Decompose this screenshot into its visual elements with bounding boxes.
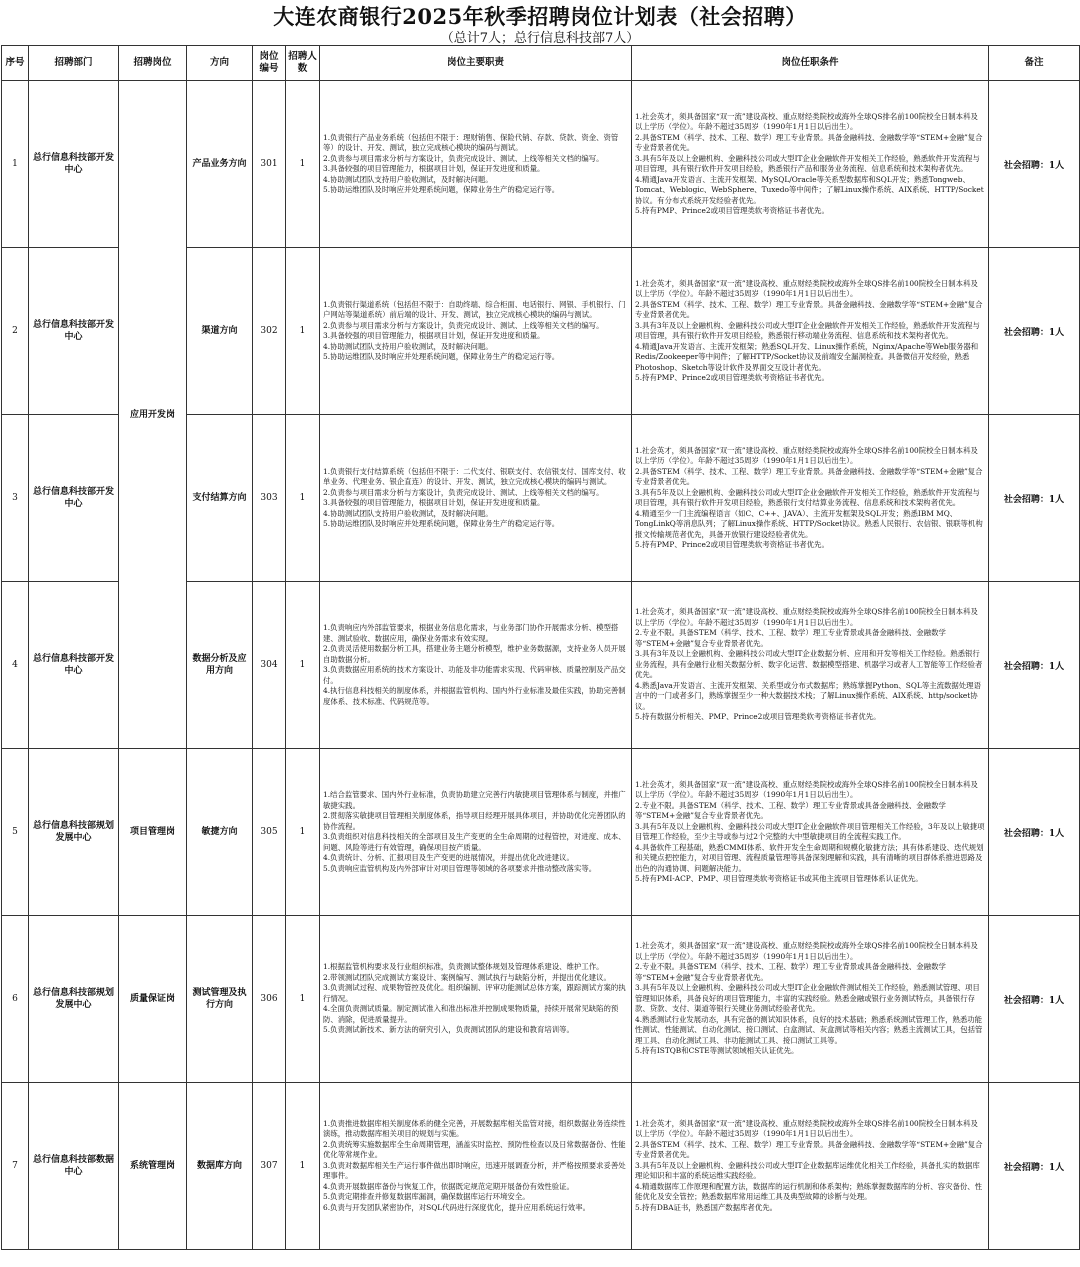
table-header-row: [2, 46, 1080, 81]
duty-item: 4.协助测试团队支持用户验收测试，及时解决问题。: [323, 341, 493, 351]
duty-item: 5.协助运维团队及时响应并处理系统问题，保障业务生产的稳定运行等。: [323, 352, 560, 361]
duty-item: 1.负责响应内外部监管要求，根据业务信息化需求，与业务部门协作开展需求分析、模型搭建、测试验收、数据应用，确保业务需求有效实现。: [323, 623, 619, 643]
cell-dept: 总行信息科技部数据中心: [29, 1083, 119, 1250]
cell-direction: 渠道方向: [187, 248, 253, 415]
duty-item: 1.负责推进数据库相关制度体系的健全完善，开展数据库相关监管对接，组织数据业务连续性演练，推动数据库相关项目的规划与实施。: [323, 1118, 626, 1139]
cell-seq: 4: [2, 582, 29, 749]
cell-post: 系统管理岗: [119, 1083, 187, 1250]
duty-item: 3.负责组织对信息科技相关的全部项目及生产变更的全生命周期的过程管控，对进度、成本、问题、风险等进行有效管理，确保项目按产质量。: [323, 832, 626, 852]
requirement-item: 1.社会英才，须具备国家“双一流”建设高校、重点财经类院校或海外全球QS排名前100院校全日制本科及以上学历（学位）。年龄不超过35周岁（1990年1月1日以后出生）。: [635, 779, 978, 799]
header-direction: 方向: [187, 46, 253, 81]
requirement-item: 2.具备STEM（科学、技术、工程、数学）理工专业背景。具备金融科技、金融数学等“STEM+金融”复合专业背景者优先。: [635, 466, 983, 486]
cell-duties: [320, 1083, 632, 1250]
table-row: [2, 916, 1080, 1083]
cell-requirements: [632, 1083, 989, 1250]
duty-item: 4.协助测试团队支持用户验收测试，及时解决问题。: [323, 174, 493, 184]
cell-code: 305: [253, 749, 286, 916]
duty-item: 2.负责参与项目需求分析与方案设计，负责完成设计、测试、上线等相关文档的编写。: [323, 487, 604, 497]
cell-duties: [320, 81, 632, 248]
requirement-item: 4.精通至少一门主流编程语言（如C、C++、JAVA）、主流开发框架及SQL开发；熟悉IBM MQ、TongLinkQ等消息队列；了解Linux操作系统、HTTP/Socket协议。熟悉人民银行、农信银、银联等机构报文传输规范者优先，具备开放银行建设经验者优先。: [635, 508, 983, 539]
cell-direction: 产品业务方向: [187, 81, 253, 248]
duty-item: 4.协助测试团队支持用户验收测试，及时解决问题。: [323, 508, 493, 518]
cell-seq: 7: [2, 1083, 29, 1250]
duty-item: 3.负责测试过程、成果物管控及优化。组织编制、评审功能测试总体方案，跟踪测试方案的执行情况。: [323, 983, 626, 1003]
duty-item: 6.负责与开发团队紧密协作，对SQL代码进行深度优化，提升应用系统运行效率。: [323, 1202, 590, 1212]
duty-item: 1.负责银行渠道系统（包括但不限于：自助终端、综合柜面、电话银行、网银、手机银行、门户网站等渠道系统）前后端的设计、开发、测试，独立完成核心模块的编码与测试。: [323, 299, 626, 319]
requirement-item: 3.具有5年及以上金融机构、金融科技公司或大型IT企业数据库运维优化相关工作经验，具备扎实的数据库理论知识和丰富的系统运维实践经验。: [635, 1160, 980, 1181]
duty-item: 4.负责开展数据库备份与恢复工作，依据既定规范定期开展备份有效性验证。: [323, 1181, 574, 1191]
duty-item: 5.协助运维团队及时响应并处理系统问题，保障业务生产的稳定运行等。: [323, 185, 560, 194]
cell-seq: 6: [2, 916, 29, 1083]
cell-dept: 总行信息科技部开发中心: [29, 582, 119, 749]
cell-dept: 总行信息科技部开发中心: [29, 81, 119, 248]
cell-duties: [320, 582, 632, 749]
header-note: 备注: [989, 46, 1080, 81]
document-title: 大连农商银行2025年秋季招聘岗位计划表（社会招聘）: [273, 4, 807, 29]
requirement-item: 4.具备软件工程基础，熟悉CMMI体系、软件开发全生命周期和规模化敏捷方法；具有体系建设、迭代规划和关键点把控能力，对项目管理、流程质量管理等具备深刻理解和实践，具有清晰的项目群体系推进思路及出色的沟通协调、问题解决能力。: [635, 842, 984, 873]
cell-requirements: [632, 916, 989, 1083]
header-count: 招聘人数: [286, 46, 320, 81]
requirement-item: 5.持有数据分析相关、PMP、Prince2或项目管理类软考资格证书者优先。: [635, 712, 881, 722]
duty-item: 3.具备较强的项目管理能力，根据项目计划，保证开发进度和质量。: [323, 498, 545, 507]
duty-item: 5.协助运维团队及时响应并处理系统问题，保障业务生产的稳定运行等。: [323, 519, 560, 528]
cell-count: 1: [286, 1083, 320, 1250]
header-post: 招聘岗位: [119, 46, 187, 81]
requirement-item: 2.具备STEM（科学、技术、工程、数学）理工专业背景。具备金融科技、金融数学等“STEM+金融”复合专业背景者优先。: [635, 132, 983, 152]
cell-dept: 总行信息科技部开发中心: [29, 248, 119, 415]
requirement-item: 1.社会英才，须具备国家“双一流”建设高校、重点财经类院校或海外全球QS排名前100院校全日制本科及以上学历（学位）。年龄不超过35周岁（1990年1月1日以后出生）。: [635, 278, 978, 298]
duty-item: 2.带领测试团队完成测试方案设计、案例编写、测试执行与缺陷分析，并提出优化建议。: [323, 972, 611, 982]
cell-code: 304: [253, 582, 286, 749]
requirement-item: 3.具有3年及以上金融机构、金融科技公司或大型IT企业金融软件开发相关工作经验，熟悉软件开发流程与项目管理，具有银行软件开发项目经验，熟悉银行移动端业务流程、信息系统和技术架构者优先。: [635, 320, 980, 340]
requirement-item: 3.具有5年及以上金融机构、金融科技公司或大型IT企业金融软件测试相关工作经验，熟悉测试管理、项目管理知识体系，具备良好的项目管理能力，丰富的实践经验。熟悉金融或银行业务测试特点，具备银行存款、贷款、支付、渠道等银行关键业务测试经验者优先。: [635, 983, 980, 1014]
duty-item: 2.贯彻落实敏捷项目管理相关制度体系，指导项目经理开展具体项目，并协助优化完善团队的协作流程。: [323, 811, 626, 831]
requirement-item: 5.持有PMI-ACP、PMP、项目管理类软考资格证书或其他主流项目管理体系认证优先。: [635, 874, 923, 883]
requirement-item: 4.精通Java开发语言、主流开发框架；熟悉SQL开发、Linux操作系统，Nginx/Apache等Web服务器和Redis/Zookeeper等中间件；了解HTTP/Socket协议及前端安全漏洞检查。具备微信开发经验，熟悉Photoshop、Sketch等设计软件及界面交互设计者优先。: [635, 341, 979, 372]
cell-note: 社会招聘：1人: [989, 1083, 1080, 1250]
duty-item: 5.负责响应监管机构及内外部审计对项目管理等领域的各项要求并推动整改落实等。: [323, 863, 597, 873]
requirement-item: 3.具有5年及以上金融机构、金融科技公司或大型IT企业金融软件项目管理相关工作经验，3年及以上敏捷项目管理工作经验，至少主导或参与过2个完整的大中型敏捷项目的全流程实践工作。: [635, 821, 985, 841]
duty-item: 4.负责统计、分析、汇报项目及生产变更的进展情况，并提出优化改进建议。: [323, 853, 574, 862]
duty-item: 1.负责银行产品业务系统（包括但不限于：理财销售、保险代销、存款、贷款、资金、资管等）的设计、开发、测试，独立完成核心模块的编码与测试。: [323, 132, 619, 152]
requirement-item: 2.专业不限。具备STEM（科学、技术、工程、数学）理工专业背景或具备金融科技、金融数学等“STEM+金融”复合专业背景者优先。: [635, 962, 946, 982]
cell-code: 307: [253, 1083, 286, 1250]
header-seq: 序号: [2, 46, 29, 81]
requirement-item: 2.具备STEM（科学、技术、工程、数学）理工专业背景。具备金融科技、金融数学等“STEM+金融”复合专业背景者优先。: [635, 299, 983, 319]
cell-duties: [320, 749, 632, 916]
cell-note: 社会招聘：1人: [989, 582, 1080, 749]
duty-item: 2.负责统筹实施数据库全生命周期管理，涵盖实时监控、预防性检查以及日常数据备份、性能优化等常规作业。: [323, 1139, 626, 1160]
cell-note: 社会招聘：1人: [989, 749, 1080, 916]
requirement-item: 4.熟悉测试行业发展动态，具有完备的测试知识体系，良好的技术基础；熟悉系统测试管理工作，熟悉功能性测试、性能测试、自动化测试、接口测试、白盒测试、灰盒测试等相关内容；熟悉主流测试工具，包括管理工具、自动化测试工具、非功能测试工具、接口测试工具等。: [635, 1014, 983, 1045]
requirement-item: 3.具有5年及以上金融机构、金融科技公司或大型IT企业金融软件开发相关工作经验，熟悉软件开发流程与项目管理，具有银行软件开发项目经验，熟悉银行产品和服务业务流程、信息系统和技术架构者优先。: [635, 153, 980, 173]
header-duties: 岗位主要职责: [320, 46, 632, 81]
cell-duties: [320, 248, 632, 415]
cell-duties: [320, 916, 632, 1083]
cell-note: 社会招聘：1人: [989, 415, 1080, 582]
cell-post: 项目管理岗: [119, 749, 187, 916]
header-dept: 招聘部门: [29, 46, 119, 81]
duty-item: 2.负责参与项目需求分析与方案设计，负责完成设计、测试、上线等相关文档的编写。: [323, 153, 604, 163]
cell-seq: 3: [2, 415, 29, 582]
duty-item: 2.负责灵活使用数据分析工具，搭建业务主题分析模型，维护业务数据源，支持业务人员开展自助数据分析。: [323, 644, 626, 664]
table-row: [2, 81, 1080, 248]
cell-seq: 5: [2, 749, 29, 916]
recruitment-table: [1, 45, 1080, 1250]
cell-code: 302: [253, 248, 286, 415]
cell-direction: 支付结算方向: [187, 415, 253, 582]
cell-count: 1: [286, 81, 320, 248]
requirement-item: 1.社会英才，须具备国家“双一流”建设高校、重点财经类院校或海外全球QS排名前100院校全日制本科及以上学历（学位）。年龄不超过35周岁（1990年1月1日以后出生）。: [635, 941, 978, 961]
requirement-item: 1.社会英才，须具备国家“双一流”建设高校、重点财经类院校或海外全球QS排名前100院校全日制本科及以上学历（学位）。年龄不超过35周岁（1990年1月1日以后出生）。: [635, 111, 978, 131]
cell-direction: 测试管理及执行方向: [187, 916, 253, 1083]
duty-item: 2.负责参与项目需求分析与方案设计，负责完成设计、测试、上线等相关文档的编写。: [323, 320, 604, 330]
requirement-item: 1.社会英才，须具备国家“双一流”建设高校、重点财经类院校或海外全球QS排名前100院校全日制本科及以上学历（学位）。年龄不超过35周岁（1990年1月1日以后出生）。: [635, 607, 978, 627]
duty-item: 3.负责数据应用系统的技术方案设计、功能及非功能需求实现、代码审核、质量控制及产品交付。: [323, 665, 626, 685]
requirement-item: 5.持有PMP、Prince2或项目管理类软考资格证书者优先。: [635, 540, 829, 549]
cell-count: 1: [286, 749, 320, 916]
cell-note: 社会招聘：1人: [989, 916, 1080, 1083]
cell-code: 301: [253, 81, 286, 248]
cell-note: 社会招聘：1人: [989, 81, 1080, 248]
cell-note: 社会招聘：1人: [989, 248, 1080, 415]
cell-requirements: [632, 248, 989, 415]
table-row: [2, 1083, 1080, 1250]
duty-item: 4.执行信息科技相关的制度体系，并根据监管机构、国内外行业标准及最佳实践，协助完善制度体系、技术标准、代码规范等。: [323, 686, 626, 706]
duty-item: 3.具备较强的项目管理能力，根据项目计划，保证开发进度和质量。: [323, 164, 545, 173]
header-code: 岗位编号: [253, 46, 286, 81]
requirement-item: 2.具备STEM（科学、技术、工程、数学）理工专业背景。具备金融科技、金融数学等“STEM+金融”复合专业背景者优先。: [635, 1139, 983, 1160]
requirement-item: 3.具有3年及以上金融机构、金融科技公司或大型IT企业数据分析、应用和开发等相关工作经验。熟悉银行业务流程，具有金融行业相关数据分析、数字化运营、数据模型搭建、机器学习或者人工智能等工作经验者优先。: [635, 649, 983, 680]
requirement-item: 2.专业不限。具备STEM（科学、技术、工程、数学）理工专业背景或具备金融科技、金融数学等“STEM+金融”复合专业背景者优先。: [635, 628, 946, 648]
cell-code: 303: [253, 415, 286, 582]
cell-requirements: [632, 749, 989, 916]
duty-item: 1.根据监管机构要求及行业组织标准，负责测试整体规划及管理体系建设、维护工作。: [323, 962, 604, 972]
cell-post: 质量保证岗: [119, 916, 187, 1083]
requirement-item: 4.精通数据库工作原理和配置方法，数据库的运行机制和体系架构；熟练掌握数据库的分析、容灾备份、性能优化及安全管控；熟悉数据库常用运维工具及典型故障的诊断与处理。: [635, 1181, 983, 1202]
duty-item: 3.具备较强的项目管理能力，根据项目计划，保证开发进度和质量。: [323, 331, 545, 340]
header-requirements: 岗位任职条件: [632, 46, 989, 81]
cell-requirements: [632, 582, 989, 749]
cell-duties: [320, 415, 632, 582]
document-subtitle: （总计7人；总行信息科技部7人）: [440, 31, 640, 46]
duty-item: 4.全面负责测试质量。制定测试准入和准出标准并控制成果物质量，持续开展常见缺陷的预防、消除，促进质量提升。: [323, 1004, 619, 1024]
table-row: [2, 749, 1080, 916]
cell-requirements: [632, 415, 989, 582]
requirement-item: 1.社会英才，须具备国家“双一流”建设高校、重点财经类院校或海外全球QS排名前100院校全日制本科及以上学历（学位）。年龄不超过35周岁（1990年1月1日以后出生）。: [635, 1118, 978, 1139]
duty-item: 3.负责对数据库相关生产运行事件做出即时响应，迅速开展调查分析，并严格按照要求妥善处理事件。: [323, 1160, 626, 1181]
cell-direction: 敏捷方向: [187, 749, 253, 916]
cell-dept: 总行信息科技部规划发展中心: [29, 916, 119, 1083]
cell-count: 1: [286, 916, 320, 1083]
duty-item: 5.负责测试新技术、新方法的研究引入，负责测试团队的建设和教育培训等。: [323, 1025, 574, 1035]
cell-code: 306: [253, 916, 286, 1083]
cell-direction: 数据库方向: [187, 1083, 253, 1250]
duty-item: 5.负责定期排查并修复数据库漏洞，确保数据库运行环境安全。: [323, 1192, 530, 1202]
requirement-item: 5.持有PMP、Prince2或项目管理类软考资格证书者优先。: [635, 373, 829, 382]
cell-count: 1: [286, 582, 320, 749]
cell-count: 1: [286, 415, 320, 582]
cell-dept: 总行信息科技部开发中心: [29, 415, 119, 582]
duty-item: 1.负责银行支付结算系统（包括但不限于：二代支付、银联支付、农信银支付、国库支付、收单业务、代理业务、银企直连）的设计、开发、测试，独立完成核心模块的编码与测试。: [323, 466, 626, 486]
requirement-item: 3.具有5年及以上金融机构、金融科技公司或大型IT企业金融软件开发相关工作经验，熟悉软件开发流程与项目管理，具有银行软件开发项目经验，熟悉银行支付结算业务流程、信息系统和技术架构者优先。: [635, 487, 980, 507]
requirement-item: 5.持有ISTQB和CSTE等测试领域相关认证优先。: [635, 1046, 799, 1056]
requirement-item: 2.专业不限。具备STEM（科学、技术、工程、数学）理工专业背景或具备金融科技、金融数学等“STEM+金融”复合专业背景者优先。: [635, 800, 946, 820]
cell-count: 1: [286, 248, 320, 415]
cell-requirements: [632, 81, 989, 248]
requirement-item: 4.精通Java开发语言、主流开发框架、MySQL/Oracle等关系型数据库和SQL开发；熟悉Tongweb、Tomcat、Weblogic、WebSphere、Tuxedo等中间件；了解Linux操作系统、AIX系统、HTTP/Socket协议。有分布式系统开发经验者优先。: [635, 174, 984, 205]
cell-post: 应用开发岗: [119, 81, 187, 749]
requirement-item: 5.持有PMP、Prince2或项目管理类软考资格证书者优先。: [635, 206, 829, 215]
requirement-item: 4.熟悉Java开发语言、主流开发框架、关系型或分布式数据库；熟练掌握Python、SQL等主流数据处理语言中的一门或者多门，熟练掌握至少一种大数据技术栈；了解Linux操作系统、AIX系统、http/socket协议。: [635, 680, 981, 711]
duty-item: 1.结合监管要求、国内外行业标准，负责协助建立完善行内敏捷项目管理体系与制度，并推广敏捷实践。: [323, 790, 626, 810]
cell-seq: 1: [2, 81, 29, 248]
cell-dept: 总行信息科技部规划发展中心: [29, 749, 119, 916]
requirement-item: 5.持有DBA证书，熟悉国产数据库者优先。: [635, 1202, 777, 1212]
document-header: [0, 0, 1080, 45]
cell-direction: 数据分析及应用方向: [187, 582, 253, 749]
requirement-item: 1.社会英才，须具备国家“双一流”建设高校、重点财经类院校或海外全球QS排名前100院校全日制本科及以上学历（学位）。年龄不超过35周岁（1990年1月1日以后出生）。: [635, 445, 978, 465]
cell-seq: 2: [2, 248, 29, 415]
